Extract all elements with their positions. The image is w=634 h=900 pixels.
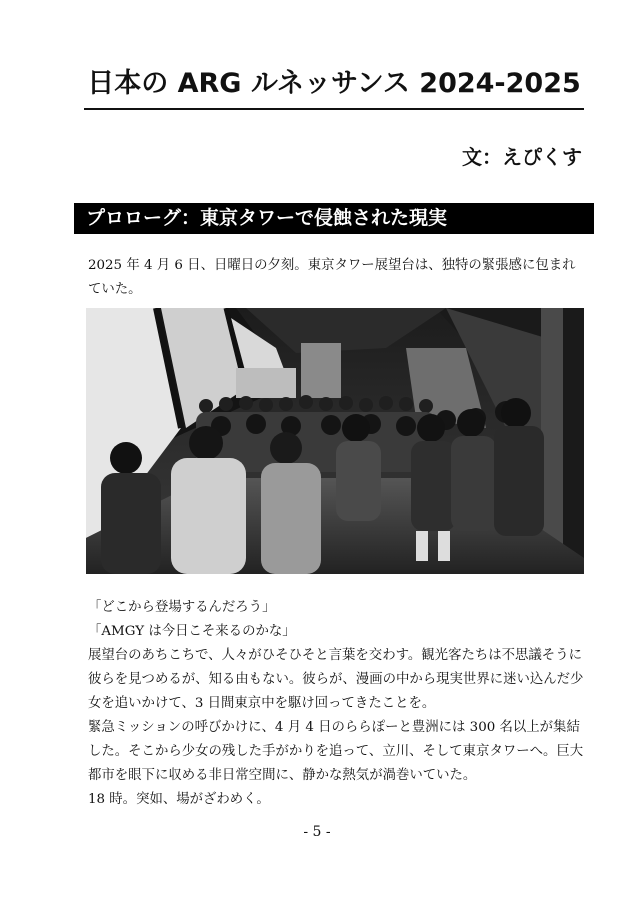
title-underline (84, 108, 584, 110)
body-paragraph: 展望台のあちこちで、人々がひそひそと言葉を交わす。観光客たちは不思議そうに彼らを見つめるが、知る由もない。彼らが、漫画の中から現実世界に迷い込んだ少女を追いかけて、3 日間東京中を駆け回ってきたことを。 (88, 648, 584, 711)
quote-line: 「どこから登場するんだろう」 (88, 600, 276, 615)
body-text (88, 596, 584, 812)
crowd-photo (86, 308, 584, 574)
author-byline: 文：えぴくす (462, 145, 582, 169)
body-paragraph: 緊急ミッションの呼びかけに、4 月 4 日のららぽーと豊洲には 300 名以上が集結した。そこから少女の残した手がかりを追って、立川、そして東京タワーへ。巨大都市を眼下に収める非日常空間に、静かな熱気が渦巻いていた。 (88, 720, 584, 783)
quote-line: 「AMGY は今日こそ来るのかな」 (88, 624, 296, 639)
intro-paragraph: 2025 年 4 月 6 日、日曜日の夕刻。東京タワー展望台は、独特の緊張感に包まれていた。 (88, 258, 576, 297)
article-title: 日本の ARG ルネッサンス 2024-2025 (87, 68, 581, 99)
observation-deck-illustration (86, 308, 584, 574)
body-paragraph: 18 時。突如、場がざわめく。 (88, 792, 270, 807)
section-heading: プロローグ：東京タワーで侵蝕された現実 (74, 203, 594, 234)
page-number: - 5 - (303, 824, 331, 840)
